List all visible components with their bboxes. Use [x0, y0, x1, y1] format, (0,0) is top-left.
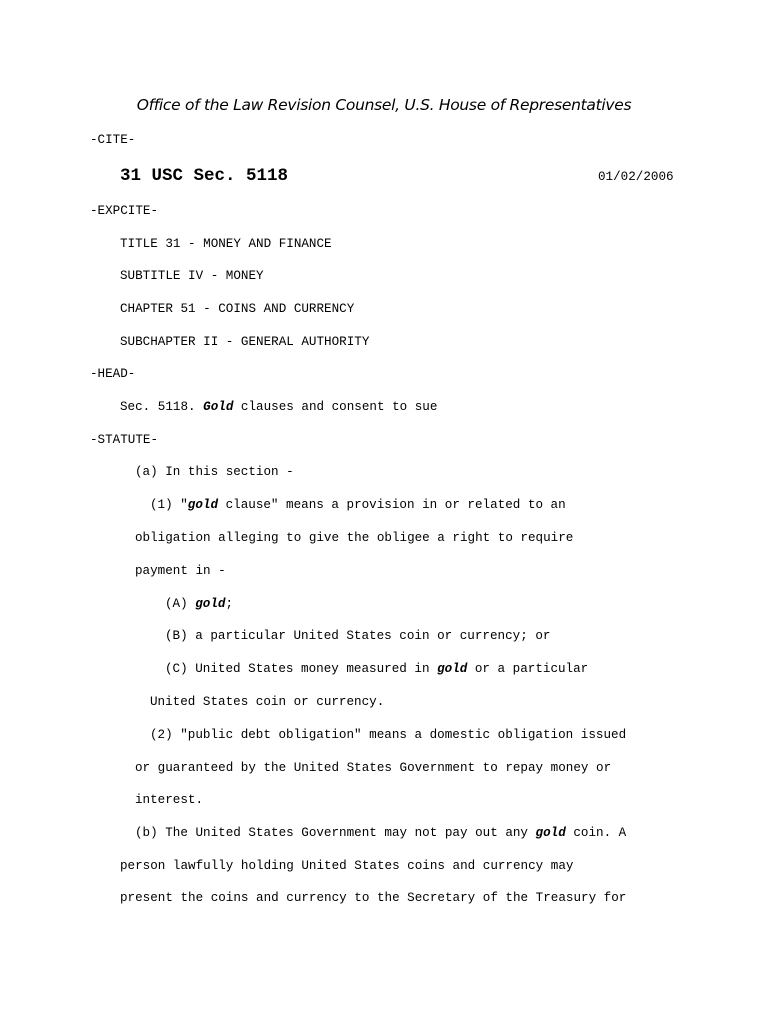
search-highlight: gold [535, 826, 566, 840]
statute-line [165, 628, 550, 644]
statute-text: (1) " [150, 498, 188, 512]
statute-line [150, 694, 384, 710]
statute-line [165, 596, 233, 612]
search-highlight: gold [187, 498, 219, 512]
statute-text: person lawfully holding United States coins and currency may [120, 859, 574, 873]
statute-line [135, 464, 294, 480]
statute-text: coin. A [565, 826, 627, 840]
section-heading [120, 399, 437, 415]
search-highlight: gold [437, 662, 468, 676]
statute-line [120, 890, 626, 906]
statute-line [135, 563, 226, 579]
statute-text: obligation alleging to give the obligee a right to require [135, 531, 574, 545]
statute-text: (A) [165, 597, 196, 611]
citation-date: 01/02/2006 [598, 170, 674, 184]
head-marker: -HEAD- [90, 367, 136, 381]
statute-text: (B) a particular United States coin or currency; or [165, 629, 551, 643]
statute-text: present the coins and currency to the Secretary of the Treasury for [120, 891, 627, 905]
statute-line [150, 727, 626, 743]
expcite-line-title: TITLE 31 - MONEY AND FINANCE [120, 237, 332, 251]
search-highlight: gold [195, 597, 226, 611]
statute-text: interest. [135, 793, 204, 807]
cite-marker: -CITE- [90, 133, 136, 147]
statute-line [135, 530, 573, 546]
expcite-line-chapter: CHAPTER 51 - COINS AND CURRENCY [120, 302, 355, 316]
expcite-line-subchapter: SUBCHAPTER II - GENERAL AUTHORITY [120, 335, 370, 349]
page-header-title: Office of the Law Revision Counsel, U.S. House of Representatives [136, 96, 632, 114]
statute-line [165, 661, 588, 677]
statute-line [135, 825, 626, 841]
heading-text: Sec. 5118. [120, 400, 204, 414]
statute-text: payment in - [135, 564, 226, 578]
statute-text: (b) The United States Government may not pay out any [135, 826, 536, 840]
statute-text: or a particular [467, 662, 589, 676]
expcite-line-subtitle: SUBTITLE IV - MONEY [120, 269, 264, 283]
statute-text: ; [225, 597, 234, 611]
statute-text: (C) United States money measured in [165, 662, 438, 676]
statute-line [135, 760, 611, 776]
statute-line [150, 497, 566, 513]
statute-text: or guaranteed by the United States Government to repay money or [135, 761, 612, 775]
statute-line [135, 792, 203, 808]
heading-text: clauses and consent to sue [233, 400, 438, 414]
statute-text: United States coin or currency. [150, 695, 385, 709]
search-highlight: Gold [203, 400, 234, 414]
statute-line [120, 858, 573, 874]
expcite-marker: -EXPCITE- [90, 204, 159, 218]
citation-title: 31 USC Sec. 5118 [120, 166, 289, 186]
statute-text: (a) In this section - [135, 465, 294, 479]
statute-text: (2) "public debt obligation" means a domestic obligation issued [150, 728, 627, 742]
statute-marker: -STATUTE- [90, 433, 159, 447]
statute-text: clause" means a provision in or related to an [218, 498, 566, 512]
